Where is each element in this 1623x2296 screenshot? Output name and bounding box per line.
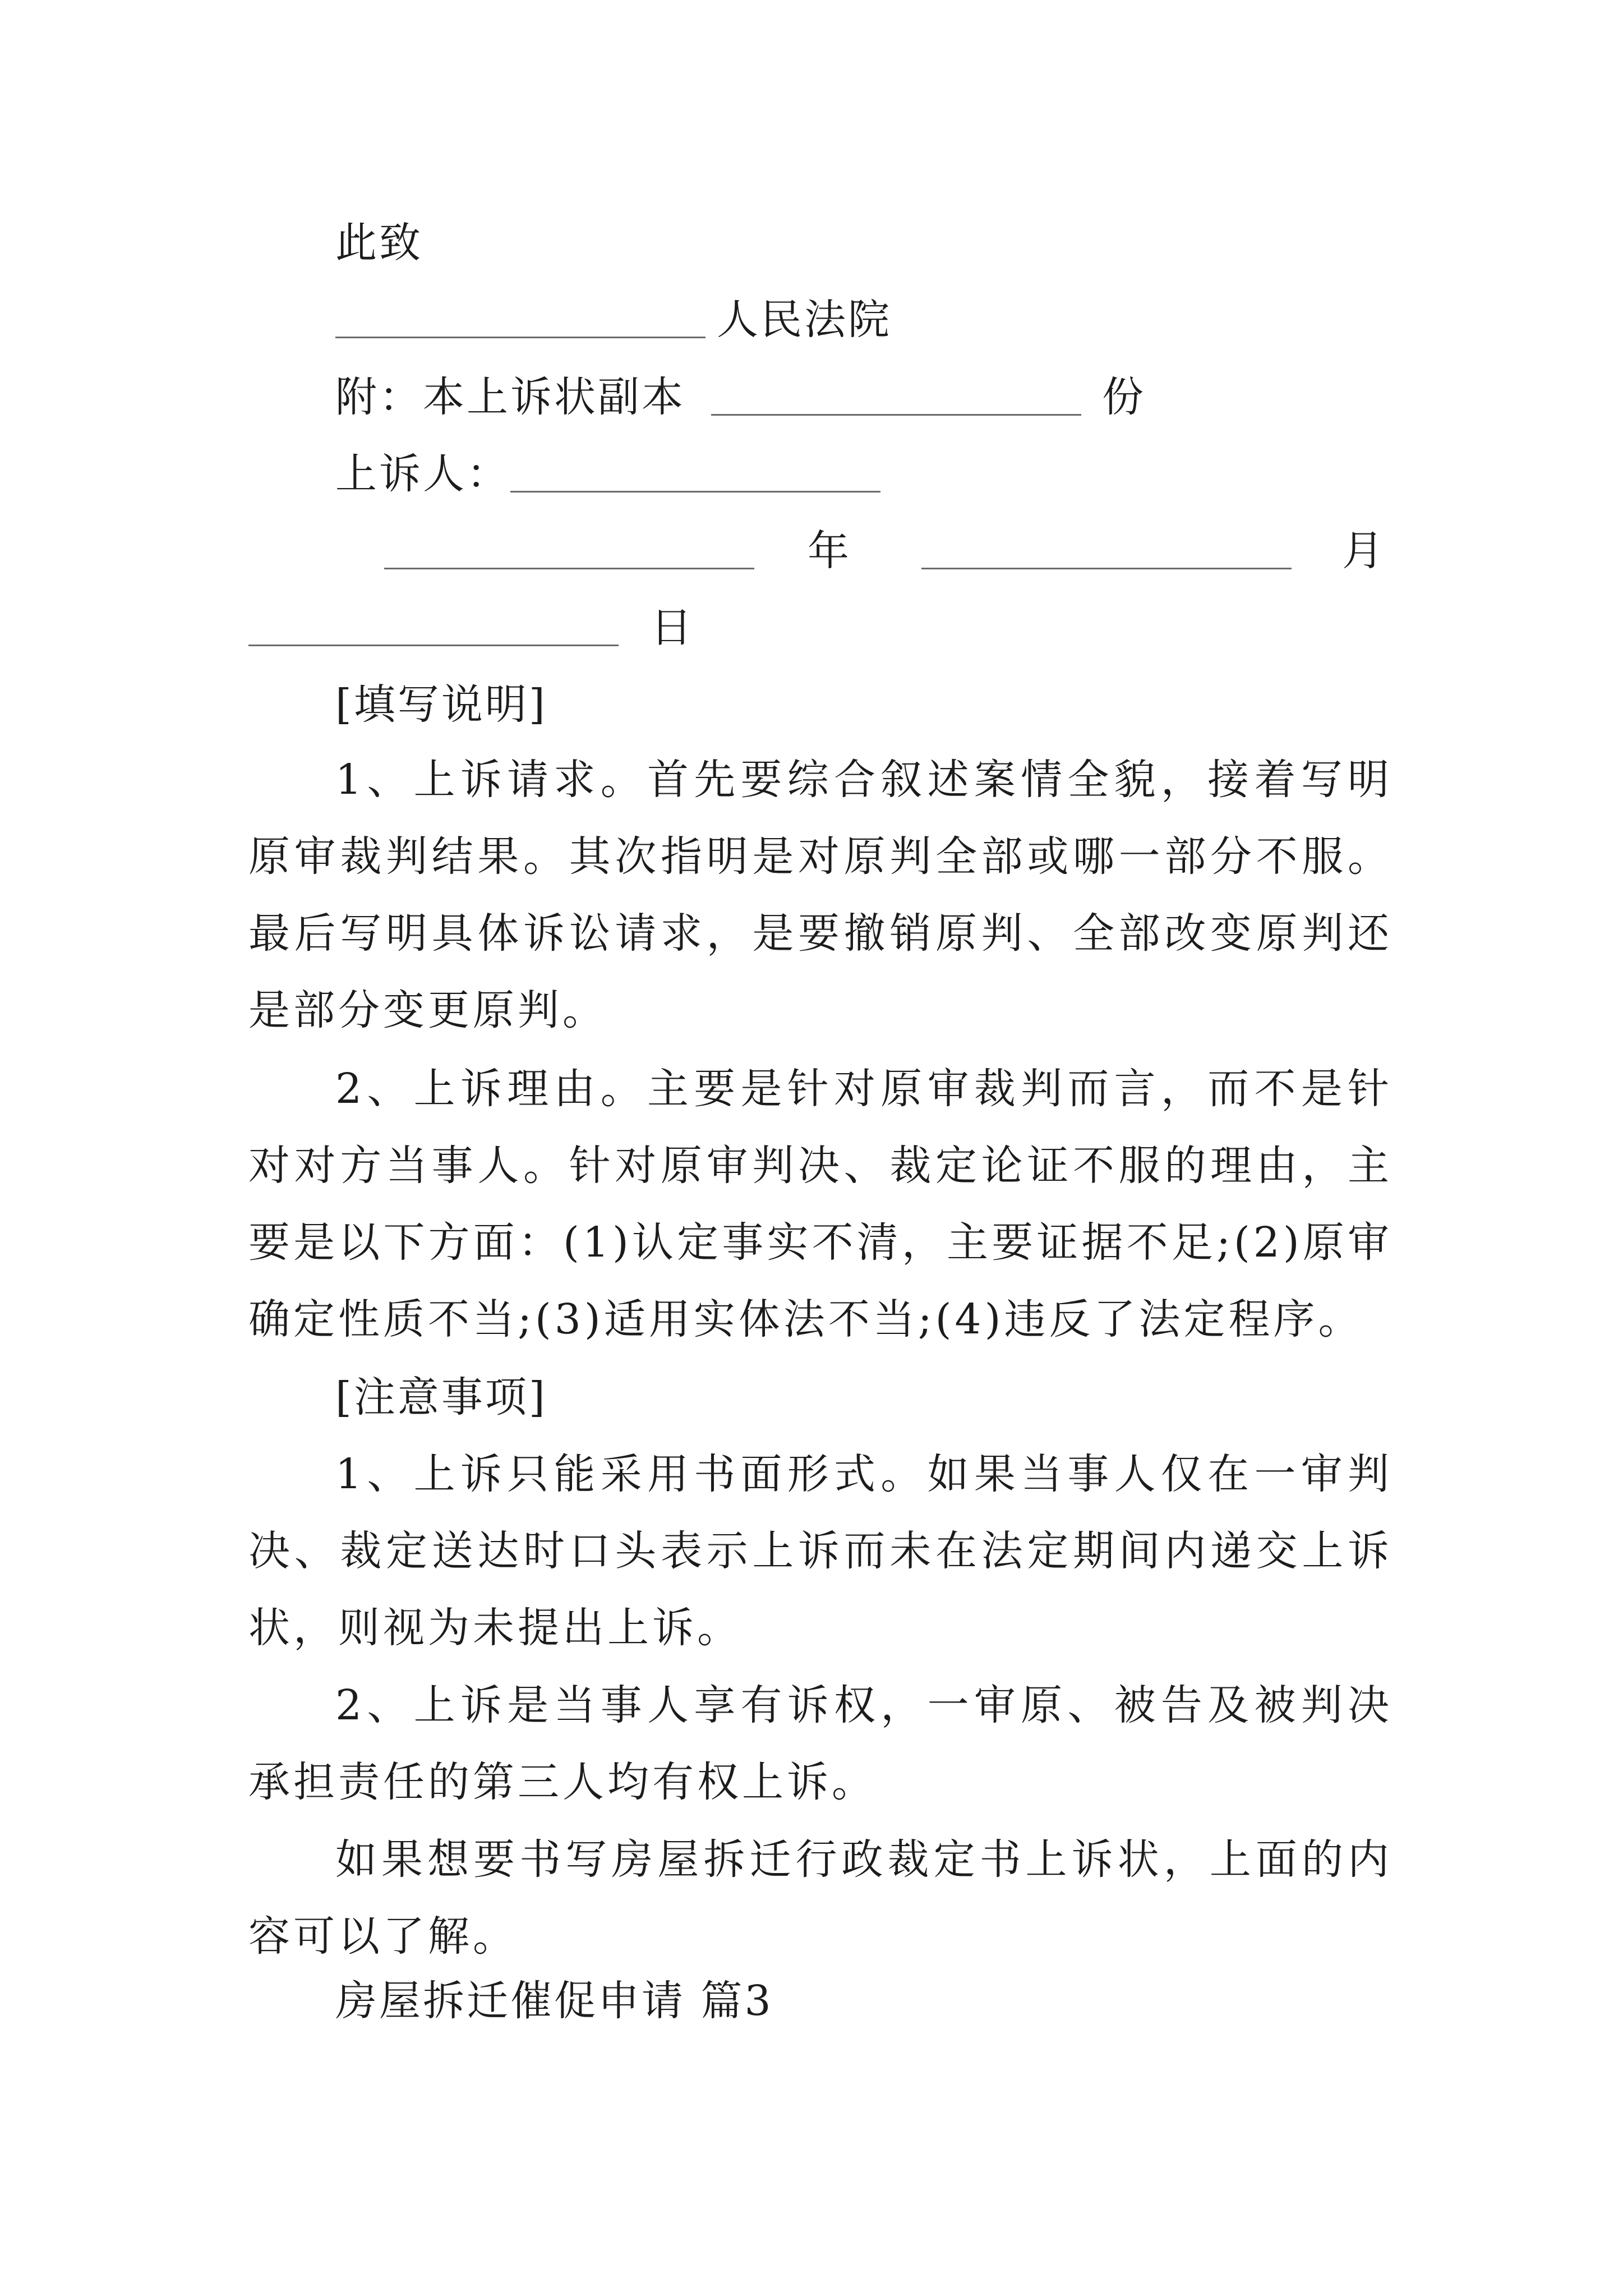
fill-instruction-item-2: 2、上诉理由。主要是针对原审裁判而言，而不是针对对方当事人。针对原审判决、裁定论证不服的理由，主要是以下方面：(1)认定事实不清，主要证据不足;(2)原审确定性质不当;(3)适用实体法不当;(4)违反了法定程序。: [248, 1065, 1393, 1343]
day-blank: [248, 645, 619, 646]
month-blank: [921, 568, 1292, 569]
date-day: 日: [651, 604, 694, 652]
court-suffix: 人民法院: [717, 296, 892, 344]
note-item-2: 2、上诉是当事人享有诉权，一审原、被告及被判决承担责任的第三人均有权上诉。: [248, 1681, 1393, 1806]
date-year: 年: [808, 527, 851, 575]
fill-instruction-item-1: 1、上诉请求。首先要综合叙述案情全貌，接着写明原审裁判结果。其次指明是对原判全部或哪一部分不服。最后写明具体诉讼请求，是要撤销原判、全部改变原判还是部分变更原判。: [248, 756, 1393, 1034]
year-blank: [384, 568, 754, 569]
next-section-title: 房屋拆迁催促申请 篇3: [335, 1977, 773, 2025]
appellant-label: 上诉人：: [335, 450, 510, 498]
attachment-copies-blank: [711, 414, 1081, 416]
appellant-name-blank: [510, 491, 880, 493]
closing-paragraph: 如果想要书写房屋拆迁行政裁定书上诉状，上面的内容可以了解。: [248, 1835, 1393, 1961]
attachment-suffix: 份: [1102, 373, 1146, 421]
date-month: 月: [1342, 527, 1386, 575]
court-name-blank: [335, 337, 706, 338]
fill-instructions-heading: [填写说明]: [335, 680, 547, 729]
note-item-1: 1、上诉只能采用书面形式。如果当事人仅在一审判决、裁定送达时口头表示上诉而未在法定期间内递交上诉状，则视为未提出上诉。: [248, 1450, 1393, 1652]
attachment-prefix: 附：本上诉状副本: [335, 373, 685, 421]
salutation: 此致: [335, 219, 423, 267]
notes-heading: [注意事项]: [335, 1373, 547, 1421]
